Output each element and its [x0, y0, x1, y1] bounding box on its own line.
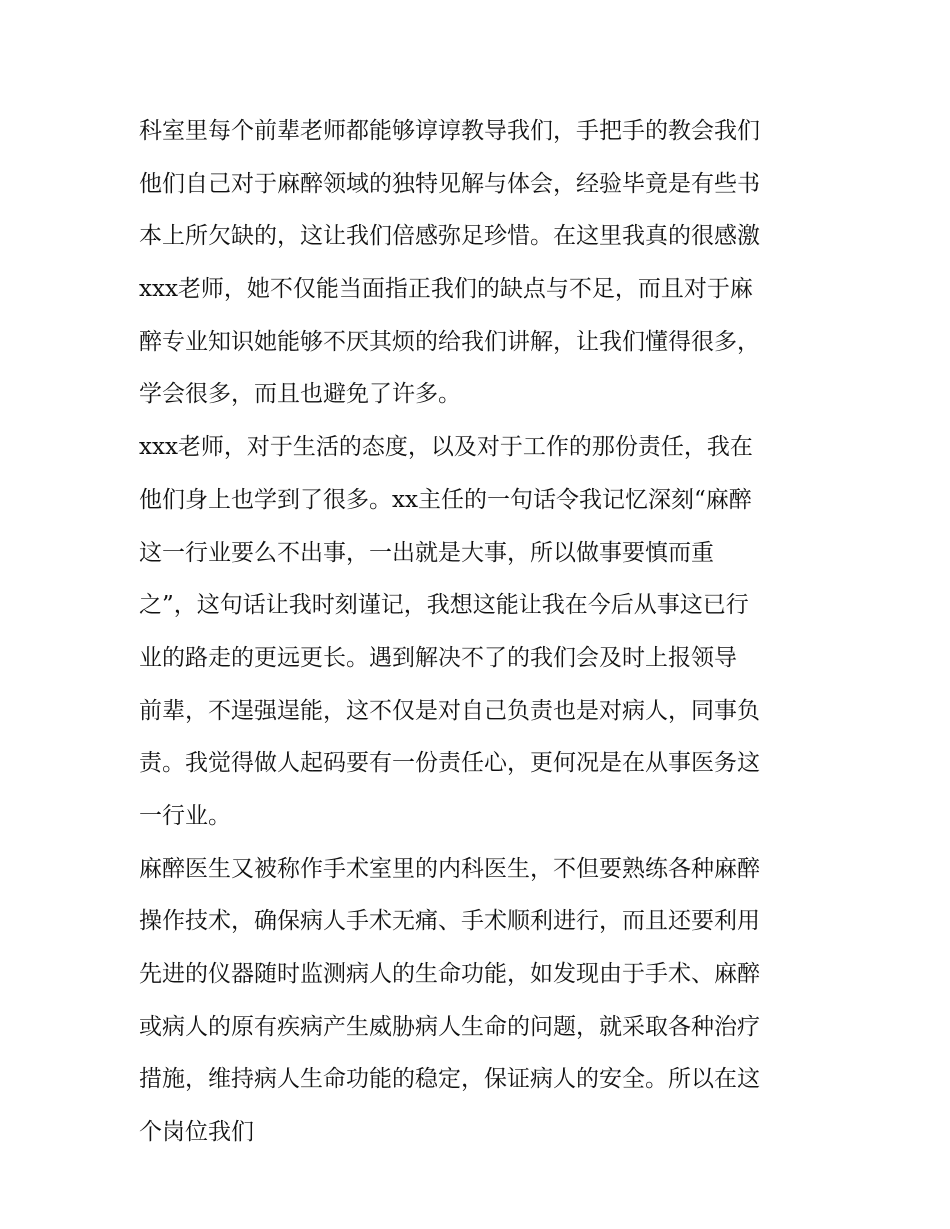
text-line: 先进的仪器随时监测病人的生命功能，如发现由于手术、麻醉 [139, 961, 760, 987]
text-line: 学会很多，而且也避免了许多。 [139, 381, 461, 408]
text-line: 一行业。 [139, 802, 231, 829]
text-line: 操作技术，确保病人手术无痛、手术顺利进行，而且还要利用 [139, 908, 760, 935]
text-line: 本上所欠缺的，这让我们倍感弥足珍惜。在这里我真的很感激 [139, 223, 760, 250]
text-line: 责。我觉得做人起码要有一份责任心，更何况是在从事医务这 [139, 750, 760, 777]
text-line: 这一行业要么不出事，一出就是大事，所以做事要慎而重 [139, 539, 714, 566]
text-line: 前辈，不逞强逞能，这不仅是对自己负责也是对病人，同事负 [139, 697, 760, 724]
text-line: 业的路走的更远更长。遇到解决不了的我们会及时上报领导 [139, 644, 737, 671]
text-line: 麻醉医生又被称作手术室里的内科医生，不但要熟练各种麻醉 [139, 855, 760, 882]
text-line: 措施，维持病人生命功能的稳定，保证病人的安全。所以在这 [139, 1066, 760, 1093]
text-line: 个岗位我们 [139, 1119, 254, 1146]
text-line: 科室里每个前辈老师都能够谆谆教导我们，手把手的教会我们 [139, 118, 760, 144]
text-line: 他们自己对于麻醉领域的独特见解与体会，经验毕竟是有些书 [139, 170, 760, 197]
text-line: 或病人的原有疾病产生威胁病人生命的问题，就采取各种治疗 [139, 1013, 760, 1040]
text-line: 醉专业知识她能够不厌其烦的给我们讲解，让我们懂得很多， [139, 328, 760, 355]
text-line: xxx老师，对于生活的态度，以及对于工作的那份责任，我在 [139, 434, 753, 461]
document-body [139, 105, 819, 1159]
text-line: xxx老师，她不仅能当面指正我们的缺点与不足，而且对于麻 [139, 276, 753, 303]
text-line: 他们身上也学到了很多。xx主任的一句话令我记忆深刻“麻醉 [139, 486, 752, 513]
text-line: 之”，这句话让我时刻谨记，我想这能让我在今后从事这已行 [139, 592, 749, 619]
